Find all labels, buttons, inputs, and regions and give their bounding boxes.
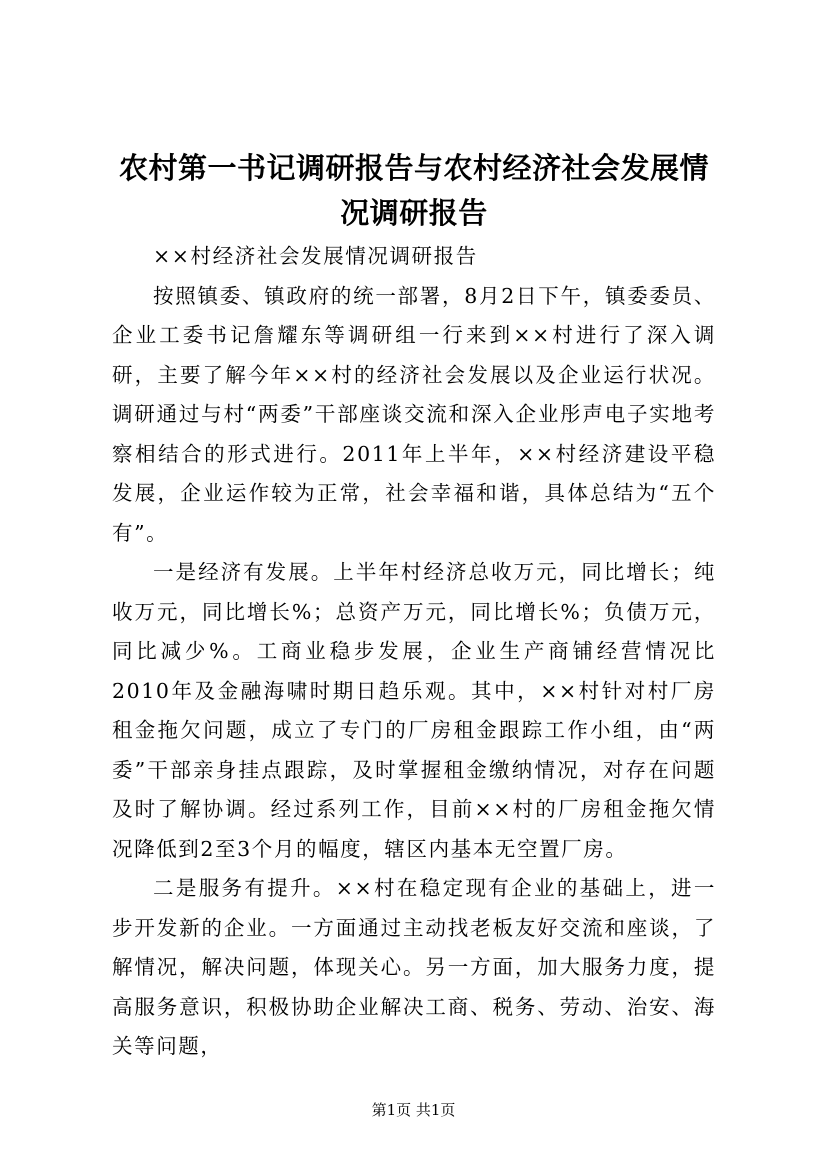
paragraph-subtitle: ××村经济社会发展情况调研报告 <box>153 244 478 268</box>
document-body <box>112 237 716 1067</box>
paragraph-economy: 一是经济有发展。上半年村经济总收万元，同比增长；纯收万元，同比增长%；总资产万元，同比增长%；负债万元，同比减少%。工商业稳步发展，企业生产商铺经营情况比2010年及金融海啸时期日趋乐观。其中，××村针对村厂房租金拖欠问题，成立了专门的厂房租金跟踪工作小组，由“两委”干部亲身挂点跟踪，及时掌握租金缴纳情况，对存在问题及时了解协调。经过系列工作，目前××村的厂房租金拖欠情况降低到2至3个月的幅度，辖区内基本无空置厂房。 <box>112 560 716 861</box>
paragraph-intro: 按照镇委、镇政府的统一部署，8月2日下午，镇委委员、企业工委书记詹耀东等调研组一行来到××村进行了深入调研，主要了解今年××村的经济社会发展以及企业运行状况。调研通过与村“两委”干部座谈交流和深入企业彤声电子实地考察相结合的形式进行。2011年上半年，××村经济建设平稳发展，企业运作较为正常，社会幸福和谐，具体总结为“五个有”。 <box>112 283 716 545</box>
paragraph-service: 二是服务有提升。××村在稳定现有企业的基础上，进一步开发新的企业。一方面通过主动找老板友好交流和座谈，了解情况，解决问题，体现关心。另一方面，加大服务力度，提高服务意识，积极协助企业解决工商、税务、劳动、治安、海关等问题， <box>112 876 716 1058</box>
page-footer: 第1页 共1页 <box>371 1101 456 1119</box>
document-title: 农村第一书记调研报告与农村经济社会发展情况调研报告 <box>118 151 709 230</box>
